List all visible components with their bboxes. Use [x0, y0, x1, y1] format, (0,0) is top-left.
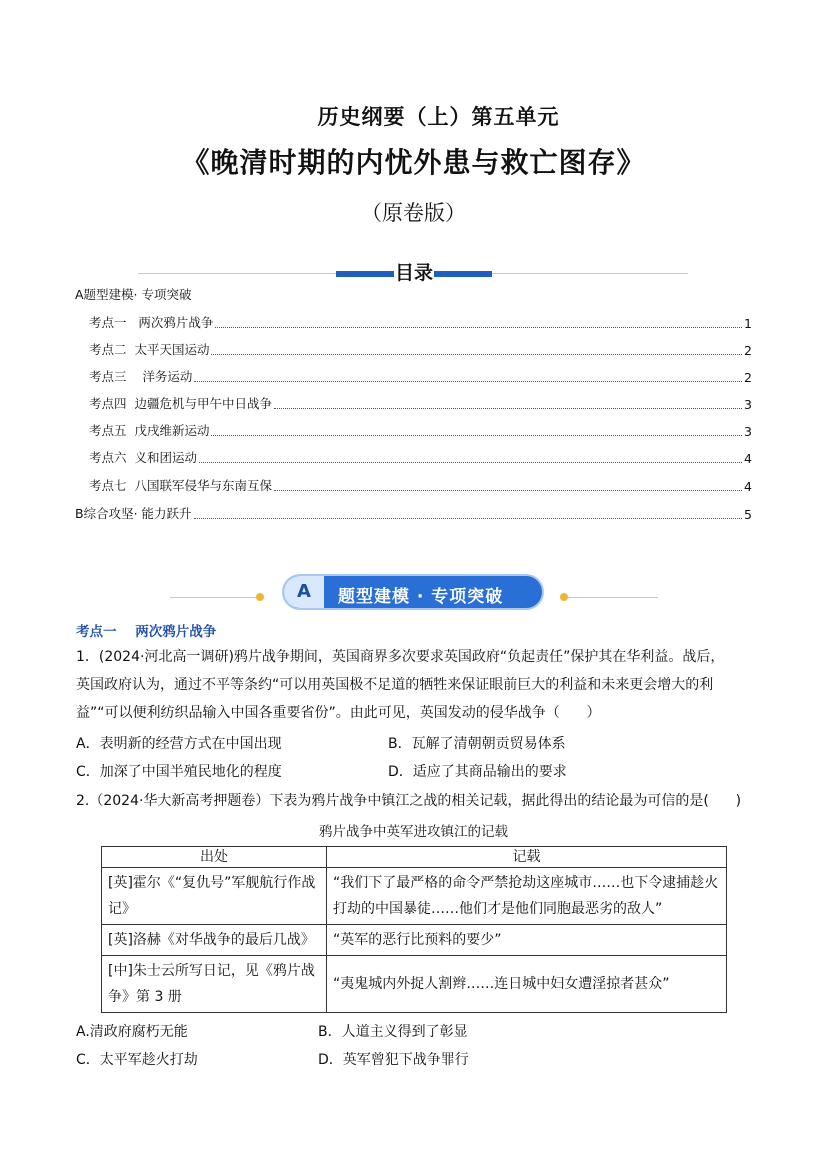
toc-leader — [194, 518, 742, 519]
toc-entry-label: 考点四 边疆危机与甲午中日战争 — [89, 396, 272, 411]
toc-entry[interactable] — [75, 506, 752, 522]
toc-bar-left — [336, 271, 394, 277]
toc-leader — [211, 435, 742, 436]
toc-entry-label: A题型建模· 专项突破 — [75, 287, 192, 302]
toc-page: 2 — [744, 343, 752, 358]
toc-entry[interactable] — [89, 450, 752, 466]
table-row — [102, 925, 727, 956]
toc-leader — [211, 354, 742, 355]
toc-title: 目录 — [394, 258, 434, 285]
table-cell-record: “我们下了最严格的命令严禁抢劫这座城市……也下令逮捕趁火打劫的中国暴徒……他们才是他们同胞最恶劣的敌人” — [327, 868, 727, 925]
toc-entry[interactable] — [75, 287, 752, 303]
toc-entry-label: 考点一 两次鸦片战争 — [89, 315, 214, 330]
toc-leader — [194, 381, 742, 382]
q2-stem: 2.（2024·华大新高考押题卷）下表为鸦片战争中镇江之战的相关记载，据此得出的结论最为可信的是( ) — [76, 793, 742, 809]
toc-entry-label: 考点六 义和团运动 — [89, 450, 197, 465]
toc-entry[interactable] — [89, 315, 752, 331]
toc-leader — [199, 462, 742, 463]
toc-leader — [274, 408, 742, 409]
table-caption: 鸦片战争中英军进攻镇江的记载 — [319, 824, 508, 840]
toc-leader — [215, 327, 742, 328]
toc-entry-label: 考点二 太平天国运动 — [89, 342, 210, 357]
table-cell-source: [中]朱士云所写日记，见《鸦片战争》第 3 册 — [102, 956, 327, 1013]
toc-entry[interactable] — [89, 478, 752, 494]
banner-dot-right — [560, 593, 568, 601]
toc-page: 4 — [744, 451, 752, 466]
toc-page: 3 — [744, 397, 752, 412]
table-header-record: 记载 — [327, 847, 727, 868]
toc-entry[interactable] — [89, 396, 752, 412]
toc-leader — [274, 490, 742, 491]
q1-line: 益”“可以便利纺织品输入中国各重要省份”。由此可见，英国发动的侵华战争（ ） — [76, 705, 601, 721]
toc-entry[interactable] — [89, 369, 752, 385]
doc-subtitle: 历史纲要（上）第五单元 — [317, 105, 560, 129]
table-header-source: 出处 — [102, 847, 327, 868]
toc-entry-label: 考点三 洋务运动 — [89, 369, 193, 384]
q1-option-c[interactable]: C．加深了中国半殖民地化的程度 — [76, 764, 282, 780]
toc-page: 3 — [744, 424, 752, 439]
table-cell-record: “英军的恶行比预料的要少” — [327, 925, 727, 956]
q1-option-d[interactable]: D．适应了其商品输出的要求 — [388, 764, 567, 780]
doc-title: 《晚清时期的内忧外患与救亡图存》 — [181, 146, 646, 179]
toc-entry[interactable] — [89, 342, 752, 358]
q1-option-b[interactable]: B．瓦解了清朝朝贡贸易体系 — [388, 736, 566, 752]
toc-entry-label: 考点五 戊戌维新运动 — [89, 423, 210, 438]
doc-edition: （原卷版） — [361, 201, 466, 225]
banner-dot-left — [256, 593, 264, 601]
q2-option-b[interactable]: B．人道主义得到了彰显 — [318, 1024, 468, 1040]
banner-title: 题型建模 · 专项突破 — [338, 587, 504, 607]
records-table — [101, 846, 727, 1013]
table-header-row — [102, 847, 727, 868]
q1-line: 1．(2024·河北高一调研)鸦片战争期间，英国商界多次要求英国政府“负起责任”保护其在华利益。战后， — [76, 649, 725, 665]
table-row — [102, 868, 727, 925]
banner-line-right — [566, 597, 658, 598]
banner-letter: A — [284, 576, 324, 608]
table-cell-source: [英]洛赫《对华战争的最后几战》 — [102, 925, 327, 956]
q1-option-a[interactable]: A．表明新的经营方式在中国出现 — [76, 736, 282, 752]
toc-page: 5 — [744, 507, 752, 522]
toc-page: 2 — [744, 370, 752, 385]
section-title: 考点一 两次鸦片战争 — [76, 624, 217, 640]
toc-entry-label: B综合攻坚· 能力跃升 — [75, 506, 192, 521]
q2-option-c[interactable]: C．太平军趁火打劫 — [76, 1052, 198, 1068]
table-cell-record: “夷鬼城内外捉人割辫……连日城中妇女遭淫掠者甚众” — [327, 956, 727, 1013]
banner-line-left — [170, 597, 262, 598]
toc-page: 4 — [744, 479, 752, 494]
toc-entry-label: 考点七 八国联军侵华与东南互保 — [89, 478, 272, 493]
toc-bar-right — [434, 271, 492, 277]
toc-page: 1 — [744, 316, 752, 331]
table-cell-source: [英]霍尔《“复仇号”军舰航行作战记》 — [102, 868, 327, 925]
q2-option-a[interactable]: A.清政府腐朽无能 — [76, 1024, 188, 1040]
toc-entry[interactable] — [89, 423, 752, 439]
table-row — [102, 956, 727, 1013]
q2-option-d[interactable]: D．英军曾犯下战争罪行 — [318, 1052, 469, 1068]
q1-line: 英国政府认为，通过不平等条约“可以用英国极不足道的牺牲来保证眼前巨大的利益和未来更会增大的利 — [76, 677, 714, 693]
